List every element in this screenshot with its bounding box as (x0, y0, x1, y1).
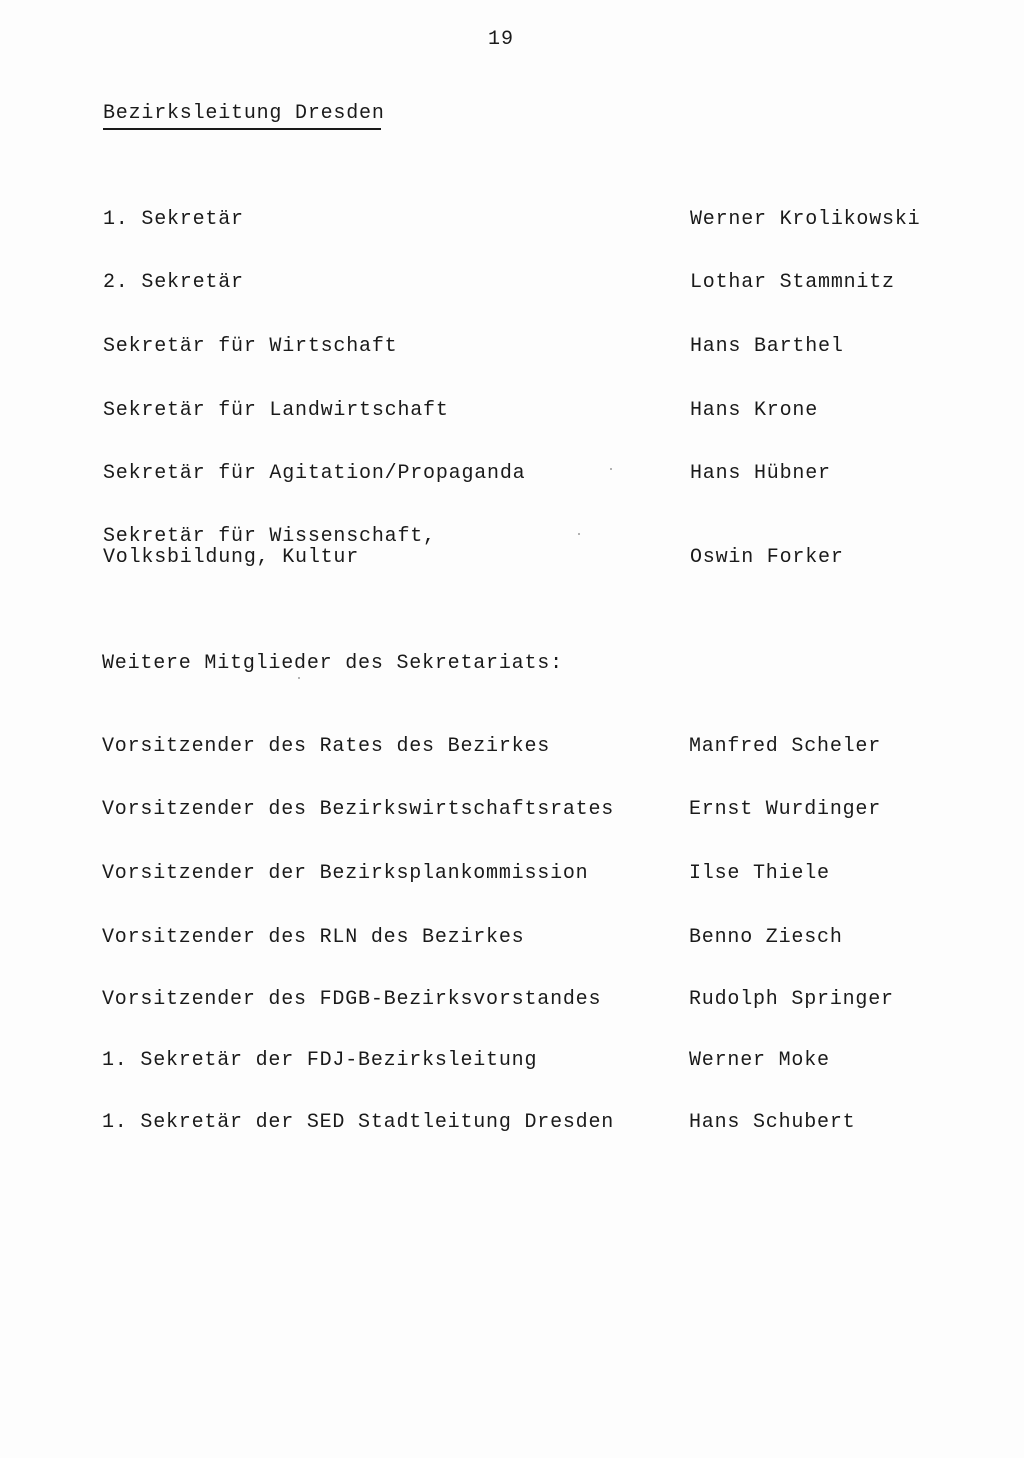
role-label: 2. Sekretär (103, 271, 244, 294)
subsection-heading: Weitere Mitglieder des Sekretariats: (102, 652, 563, 675)
person-name: Manfred Scheler (689, 735, 882, 758)
person-name: Rudolph Springer (689, 988, 894, 1011)
section-heading: Bezirksleitung Dresden (103, 102, 385, 125)
person-name: Werner Moke (689, 1049, 830, 1072)
role-label: Vorsitzender der Bezirksplankommission (102, 862, 589, 885)
role-label-line2: Volksbildung, Kultur (103, 546, 360, 569)
person-name: Ernst Wurdinger (689, 798, 882, 821)
person-name: Oswin Forker (690, 546, 844, 569)
person-name: Ilse Thiele (689, 862, 830, 885)
role-label: Vorsitzender des FDGB-Bezirksvorstandes (102, 988, 602, 1011)
person-name: Lothar Stammnitz (690, 271, 895, 294)
scan-speck (610, 468, 612, 470)
role-label: 1. Sekretär der SED Stadtleitung Dresden (102, 1111, 615, 1134)
heading-underline (103, 128, 381, 130)
person-name: Hans Schubert (689, 1111, 856, 1134)
scan-speck (298, 677, 300, 679)
scan-speck (578, 533, 580, 535)
role-label: Vorsitzender des Rates des Bezirkes (102, 735, 551, 758)
role-label: Sekretär für Agitation/Propaganda (103, 462, 526, 485)
person-name: Werner Krolikowski (690, 208, 921, 231)
person-name: Hans Hübner (690, 462, 831, 485)
person-name: Hans Barthel (690, 335, 844, 358)
role-label: Vorsitzender des RLN des Bezirkes (102, 926, 525, 949)
role-label-line1: Sekretär für Wissenschaft, (103, 525, 436, 548)
role-label: Vorsitzender des Bezirkswirtschaftsrates (102, 798, 615, 821)
page-number: 19 (488, 28, 515, 51)
role-label: 1. Sekretär (103, 208, 244, 231)
person-name: Benno Ziesch (689, 926, 843, 949)
person-name: Hans Krone (690, 399, 819, 422)
role-label: 1. Sekretär der FDJ-Bezirksleitung (102, 1049, 538, 1072)
role-label: Sekretär für Landwirtschaft (103, 399, 449, 422)
role-label: Sekretär für Wirtschaft (103, 335, 398, 358)
